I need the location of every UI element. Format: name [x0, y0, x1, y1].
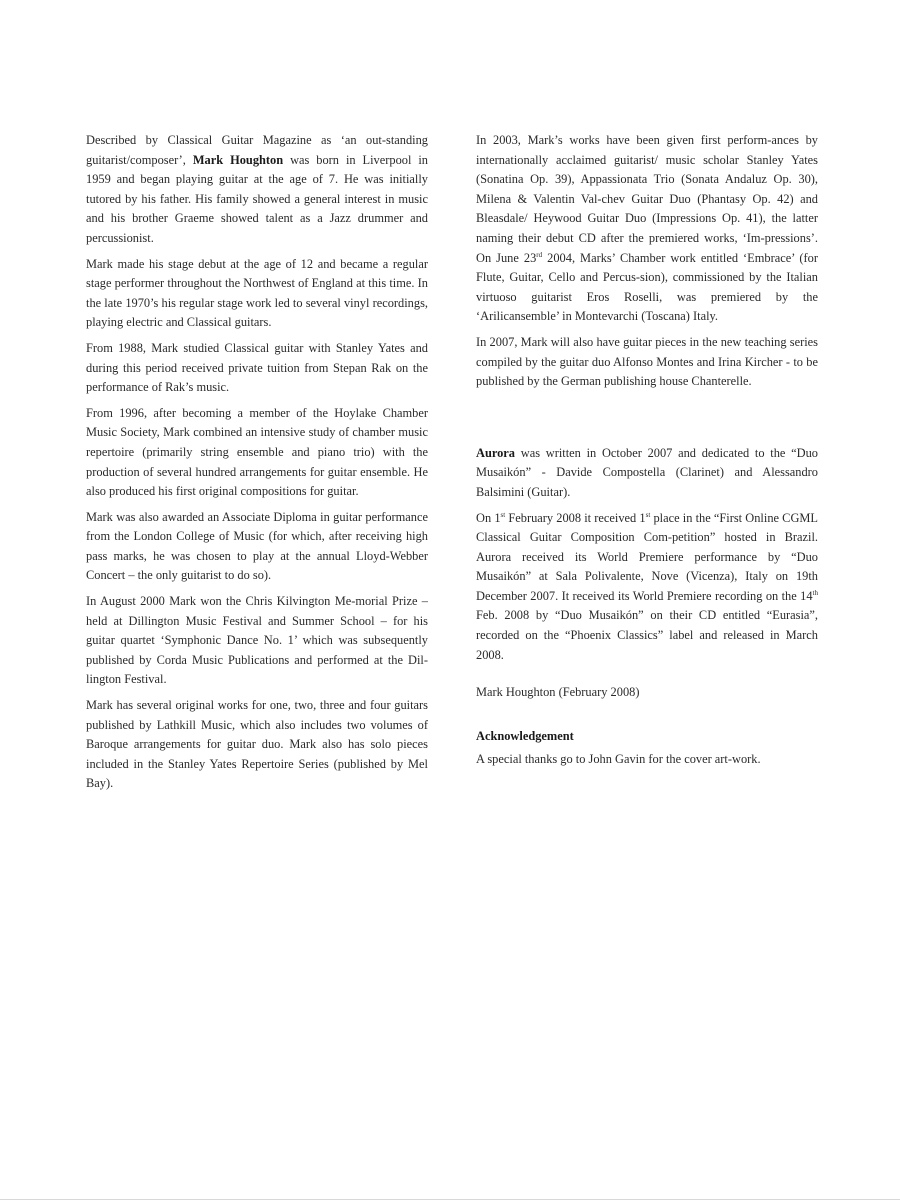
right-column	[476, 131, 818, 776]
signature-spacer	[476, 671, 818, 683]
work-paragraph-1	[476, 444, 818, 503]
ack-spacer-2	[476, 715, 818, 727]
work-p1-after: was written in October 2007 and dedicated to the “Duo Musaikón” - Davide Compostella (Clarinet) and Alessandro Balsimini (Guitar).	[476, 445, 818, 499]
composer-name: Mark Houghton	[192, 152, 284, 167]
ordinal-suffix: th	[812, 588, 818, 597]
bio-paragraph-2: Mark made his stage debut at the age of 12 and became a regular stage performer throughout the Northwest of England at this time. In the late 1970’s his regular stage work led to several vinyl recordings, playing electric and Classical guitars.	[86, 256, 428, 330]
work-title: Aurora	[476, 445, 516, 460]
section-spacer	[476, 398, 818, 444]
ack-spacer	[476, 703, 818, 715]
ordinal-suffix: st	[500, 510, 506, 519]
work-paragraph-2	[476, 509, 818, 666]
acknowledgement-heading: Acknowledgement	[476, 728, 574, 743]
bio-paragraph-6: In August 2000 Mark won the Chris Kilvington Me-morial Prize – held at Dillington Music Festival and Summer School – for his guitar quartet ‘Symphonic Dance No. 1’ which was subsequently published by Corda Music Publications and performed at the Dil-lington Festival.	[86, 594, 428, 687]
work-p2-part2: February 2008 it received 1	[505, 510, 646, 525]
bio-p8-part1: In 2003, Mark’s works have been given first perform-ances by internationally acclaimed guitarist/ music scholar Stanley Yates (Sonatina Op. 39), Appassionata Trio (Sonata Andaluz Op. 30), Milena & Valentin Val-chev Guitar Duo (Phantasy Op. 42) and Bleasdale/ Heywood Guitar Duo (Impressions Op. 41), the latter naming their debut CD after the premiered works, ‘Im-pressions’. On June 23	[476, 133, 818, 265]
work-p2-part4: Feb. 2008 by “Duo Musaikón” on their CD entitled “Eurasia”, recorded on the “Phoenix Classics” label and released in March 2008.	[476, 608, 818, 662]
signature: Mark Houghton (February 2008)	[476, 685, 640, 700]
bio-p1-before: Described by Classical Guitar Magazine as ‘an out-standing guitarist/composer’,	[86, 133, 428, 167]
bio-paragraph-8	[476, 131, 818, 327]
bio-paragraph-3: From 1988, Mark studied Classical guitar with Stanley Yates and during this period received private tuition from Stepan Rak on the performance of Rak’s music.	[86, 340, 428, 395]
bio-p1-after: was born in Liverpool in 1959 and began playing guitar at the age of 7. He was initially tutored by his father. His family showed a general interest in music and his brother Graeme showed talent as a Jazz drummer and percussionist.	[86, 152, 428, 245]
bio-paragraph-9: In 2007, Mark will also have guitar pieces in the new teaching series compiled by the guitar duo Alfonso Montes and Irina Kircher - to be published by the German publishing house Chanterelle.	[476, 334, 818, 389]
bio-paragraph-7: Mark has several original works for one, two, three and four guitars published by Lathkill Music, which also includes two volumes of Baroque arrangements for guitar duo. Mark also has solo pieces included in the Stanley Yates Repertoire Series (published by Mel Bay).	[86, 698, 428, 791]
bio-p8-part2: 2004, Marks’ Chamber work entitled ‘Embrace’ (for Flute, Guitar, Cello and Percus-sion), commissioned by the Italian virtuoso guitarist Eros Roselli, was premiered by the ‘Arilicansemble’ in Montevarchi (Toscana) Italy.	[476, 250, 818, 324]
work-p2-part3: place in the “First Online CGML Classical Guitar Composition Com-petition” hosted in Brazil. Aurora received its World Premiere performance by “Duo Musaikón” at Sala Polivalente, Nove (Vicenza), Italy on 19th December 2007. It received its World Premiere recording on the 14	[476, 510, 818, 603]
ordinal-suffix: st	[645, 510, 651, 519]
bio-paragraph-5: Mark was also awarded an Associate Diploma in guitar performance from the London College of Music (for which, after receiving high pass marks, he was chosen to play at the annual Lloyd-Webber Concert – the only guitarist to do so).	[86, 509, 428, 583]
bio-paragraph-1	[86, 131, 428, 249]
left-column	[86, 131, 428, 800]
work-p2-part1: On 1	[476, 510, 501, 525]
acknowledgement-text: A special thanks go to John Gavin for the cover art-work.	[476, 752, 761, 767]
bio-paragraph-4: From 1996, after becoming a member of the Hoylake Chamber Music Society, Mark combined an intensive study of chamber music repertoire (primarily string ensemble and piano trio) with the production of several hundred arrangements for guitar ensemble. He also produced his first original compositions for guitar.	[86, 405, 428, 499]
ordinal-suffix: rd	[536, 250, 543, 259]
